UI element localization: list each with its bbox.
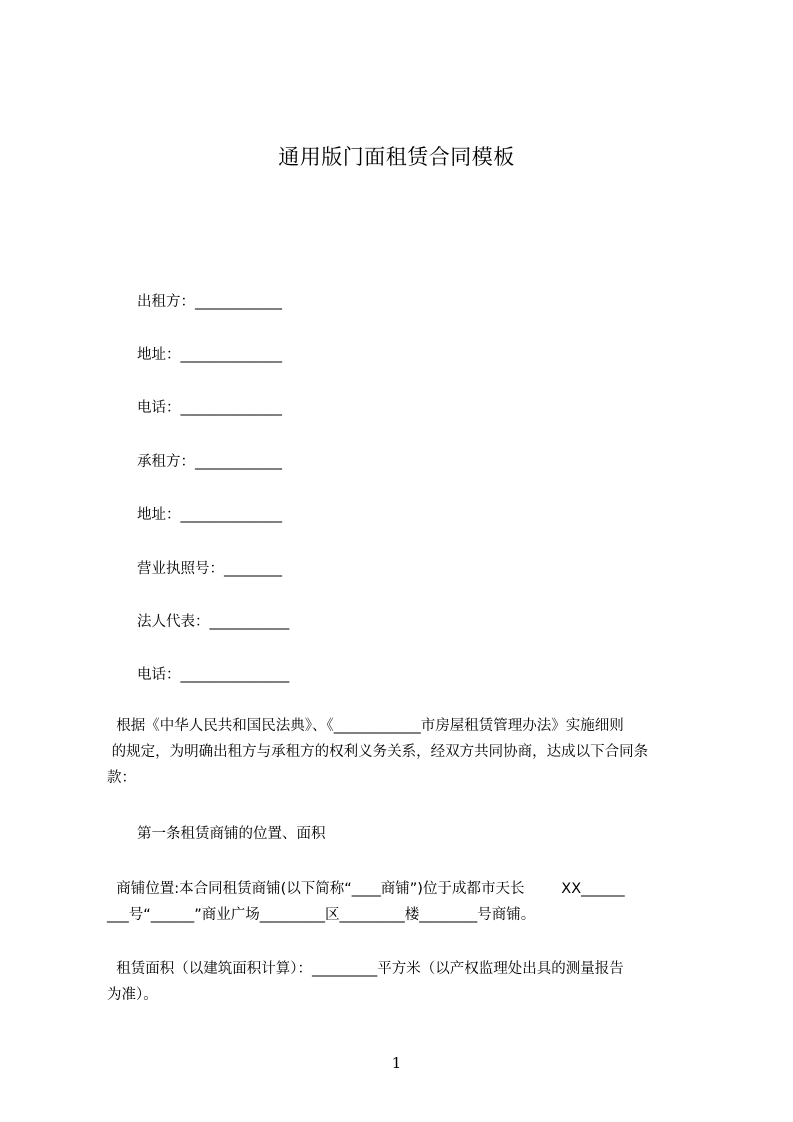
- article-1-heading: 第一条租赁商铺的位置、面积: [137, 826, 326, 842]
- lessee-phone-field: 电话：_______________: [137, 667, 290, 683]
- preamble-line: 根据《中华人民共和国民法典》、《____________市房屋租赁管理办法》实施细则: [107, 718, 624, 734]
- license-number-field: 营业执照号：________: [137, 561, 282, 577]
- preamble-line: 的规定，为明确出租方与承租方的权利义务关系，经双方共同协商，达成以下合同条: [107, 744, 649, 760]
- page-number: 1: [391, 1054, 402, 1072]
- area-line: 租赁面积（以建筑面积计算）：_________平方米（以产权监理处出具的测量报告: [107, 961, 624, 977]
- lessee-address-field: 地址：______________: [137, 507, 282, 523]
- preamble-paragraph: [107, 713, 707, 791]
- lessor-phone-field: 电话：______________: [137, 400, 282, 416]
- area-paragraph: [107, 956, 707, 1008]
- lessor-field: 出租方：____________: [137, 294, 282, 310]
- preamble-line: 款：: [107, 770, 136, 786]
- area-line: 为准）。: [107, 987, 158, 1003]
- location-paragraph: [107, 876, 707, 928]
- lessee-field: 承租方：____________: [137, 454, 282, 470]
- legal-representative-field: 法人代表：___________: [137, 614, 290, 630]
- lessor-address-field: 地址：______________: [137, 347, 282, 363]
- location-line: ___号“______”商业广场_________区_________楼________号商铺。: [107, 907, 536, 923]
- location-line: 商铺位置:本合同租赁商铺(以下简称“____商铺”)位于成都市天长 XX______: [107, 881, 625, 897]
- page-title: 通用版门面租赁合同模板: [278, 145, 515, 169]
